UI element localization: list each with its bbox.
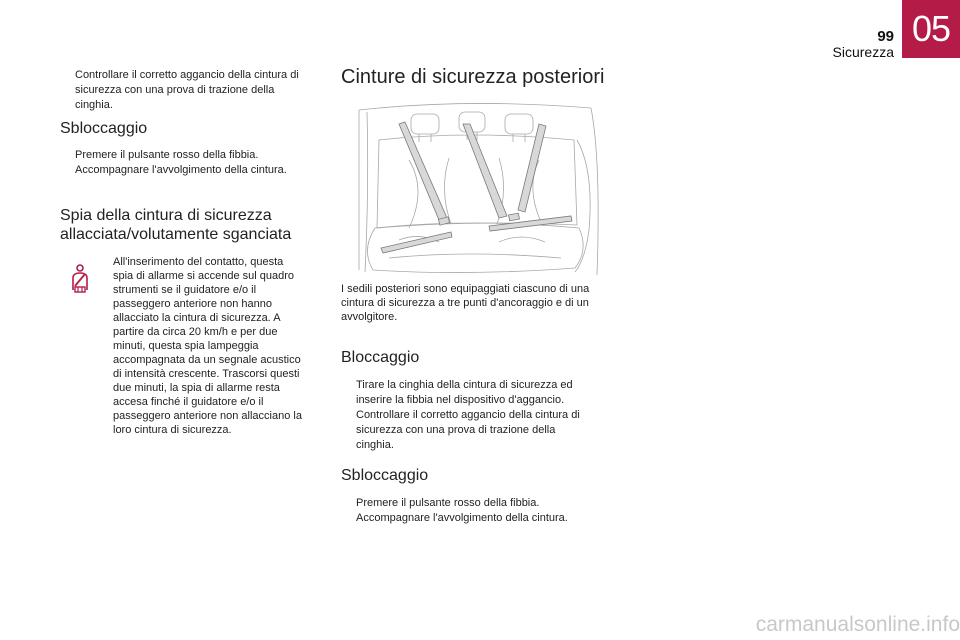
section-name: Sicurezza — [832, 44, 894, 60]
unlock-bullet-item — [60, 148, 305, 163]
bullet-text: Tirare la cinghia della cintura di sicurezza ed inserire la fibbia nel dispositivo d'aggancio. — [356, 379, 573, 406]
lock-bullet-item — [341, 408, 591, 453]
intro-bullet-list — [60, 68, 300, 113]
bullet-text: Accompagnare l'avvolgimento della cintura. — [356, 512, 568, 524]
warning-heading: Spia della cintura di sicurezza allacciata/volutamente sganciata — [60, 207, 292, 243]
lock-bullet-item — [341, 378, 591, 408]
rear-seatbelts-title: Cinture di sicurezza posteriori — [341, 66, 605, 88]
page-number: 99 — [877, 28, 894, 45]
unlock-bullet-item — [60, 163, 305, 178]
unlock-heading-right: Sbloccaggio — [341, 467, 429, 484]
lock-heading: Bloccaggio — [341, 349, 420, 366]
bullet-text: Controllare il corretto aggancio della cintura di sicurezza con una prova di trazione della cinghia. — [356, 409, 580, 451]
warning-text: All'inserimento del contatto, questa spia di allarme si accende sul quadro strumenti se il guidatore e/o il passeggero anteriore non hanno allacciato la cintura di sicurezza. A partire da circa 20 km/h e per due minuti, questa spia lampeggia accompagnata da un segnale acustico di intensità crescente. Trascorsi questi due minuti, la spia di allarme resta accesa finché il guidatore e/o il passeggero anteriore non allacciano la loro cintura di sicurezza. — [113, 256, 302, 436]
unlock-heading-left: Sbloccaggio — [60, 120, 148, 137]
bullet-text: Premere il pulsante rosso della fibbia. — [75, 149, 259, 161]
bullet-text: Accompagnare l'avvolgimento della cintura. — [75, 164, 287, 176]
intro-bullet-item — [60, 68, 300, 113]
unlock-bullet-item — [341, 496, 591, 511]
rear-seatbelts-intro: I sedili posteriori sono equipaggiati ciascuno di una cintura di sicurezza a tre punti d'ancoraggio e di un avvolgitore. — [341, 283, 590, 323]
bullet-text: Controllare il corretto aggancio della cintura di sicurezza con una prova di trazione della cinghia. — [75, 69, 299, 111]
unlock-bullet-list-right — [341, 496, 591, 526]
lock-bullet-list — [341, 378, 591, 453]
unlock-bullet-list-left — [60, 148, 305, 178]
rear-seatbelts-illustration — [339, 100, 605, 278]
chapter-tab: 05 — [902, 0, 960, 58]
unlock-bullet-item — [341, 511, 591, 526]
bullet-text: Premere il pulsante rosso della fibbia. — [356, 497, 540, 509]
watermark: carmanualsonline.info — [755, 613, 960, 636]
seatbelt-warning-icon — [69, 264, 91, 294]
